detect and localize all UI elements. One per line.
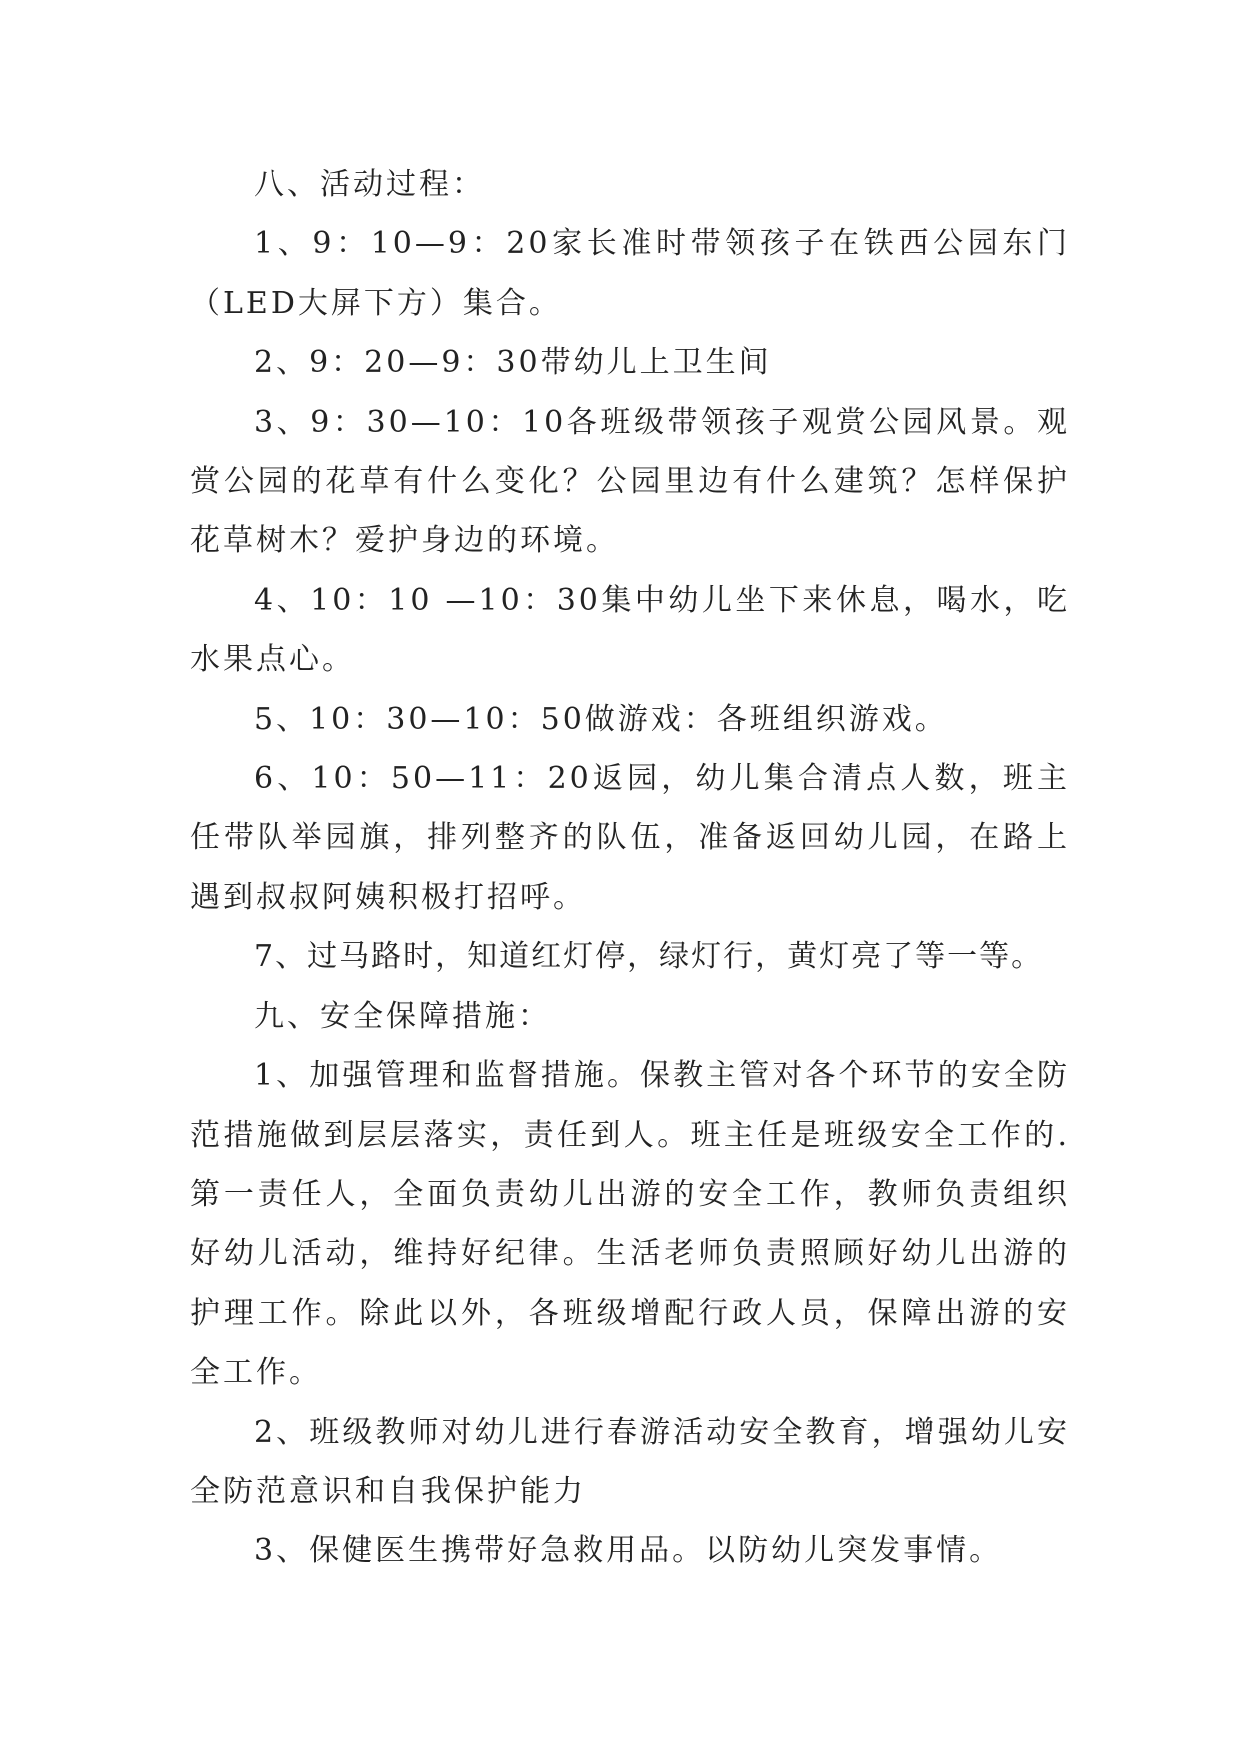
- section-heading-safety-measures: 九、安全保障措施：: [254, 998, 551, 1034]
- list-item: 3、保健医生携带好急救用品。以防幼儿突发事情。: [254, 1533, 1003, 1569]
- list-item: 4、10：10 —10：30集中幼儿坐下来休息，喝水，吃水果点心。: [190, 582, 1070, 678]
- section-heading-activity-process: 八、活动过程：: [254, 167, 485, 202]
- list-item: 1、9：10—9：20家长准时带领孩子在铁西公园东门（LED大屏下方）集合。: [190, 226, 1070, 321]
- list-item: 6、10：50—11：20返园，幼儿集合清点人数，班主任带队举园旗，排列整齐的队伍，准备返回幼儿园，在路上遇到叔叔阿姨积极打招呼。: [190, 761, 1070, 915]
- list-item: 3、9：30—10：10各班级带领孩子观赏公园风景。观赏公园的花草有什么变化？公园里边有什么建筑？怎样保护花草树木？爱护身边的环境。: [190, 404, 1070, 559]
- list-item: 2、班级教师对幼儿进行春游活动安全教育，增强幼儿安全防范意识和自我保护能力: [190, 1414, 1070, 1509]
- document-body: [190, 155, 1070, 1581]
- list-item: 2、9：20—9：30带幼儿上卫生间: [254, 345, 772, 381]
- list-item: 1、加强管理和监督措施。保教主管对各个环节的安全防范措施做到层层落实，责任到人。班主任是班级安全工作的.第一责任人，全面负责幼儿出游的安全工作，教师负责组织好幼儿活动，维持好纪律。生活老师负责照顾好幼儿出游的护理工作。除此以外，各班级增配行政人员，保障出游的安全工作。: [190, 1058, 1070, 1391]
- list-item: 7、过马路时，知道红灯停，绿灯行，黄灯亮了等一等。: [254, 939, 1044, 975]
- list-item: 5、10：30—10：50做游戏：各班组织游戏。: [254, 701, 948, 737]
